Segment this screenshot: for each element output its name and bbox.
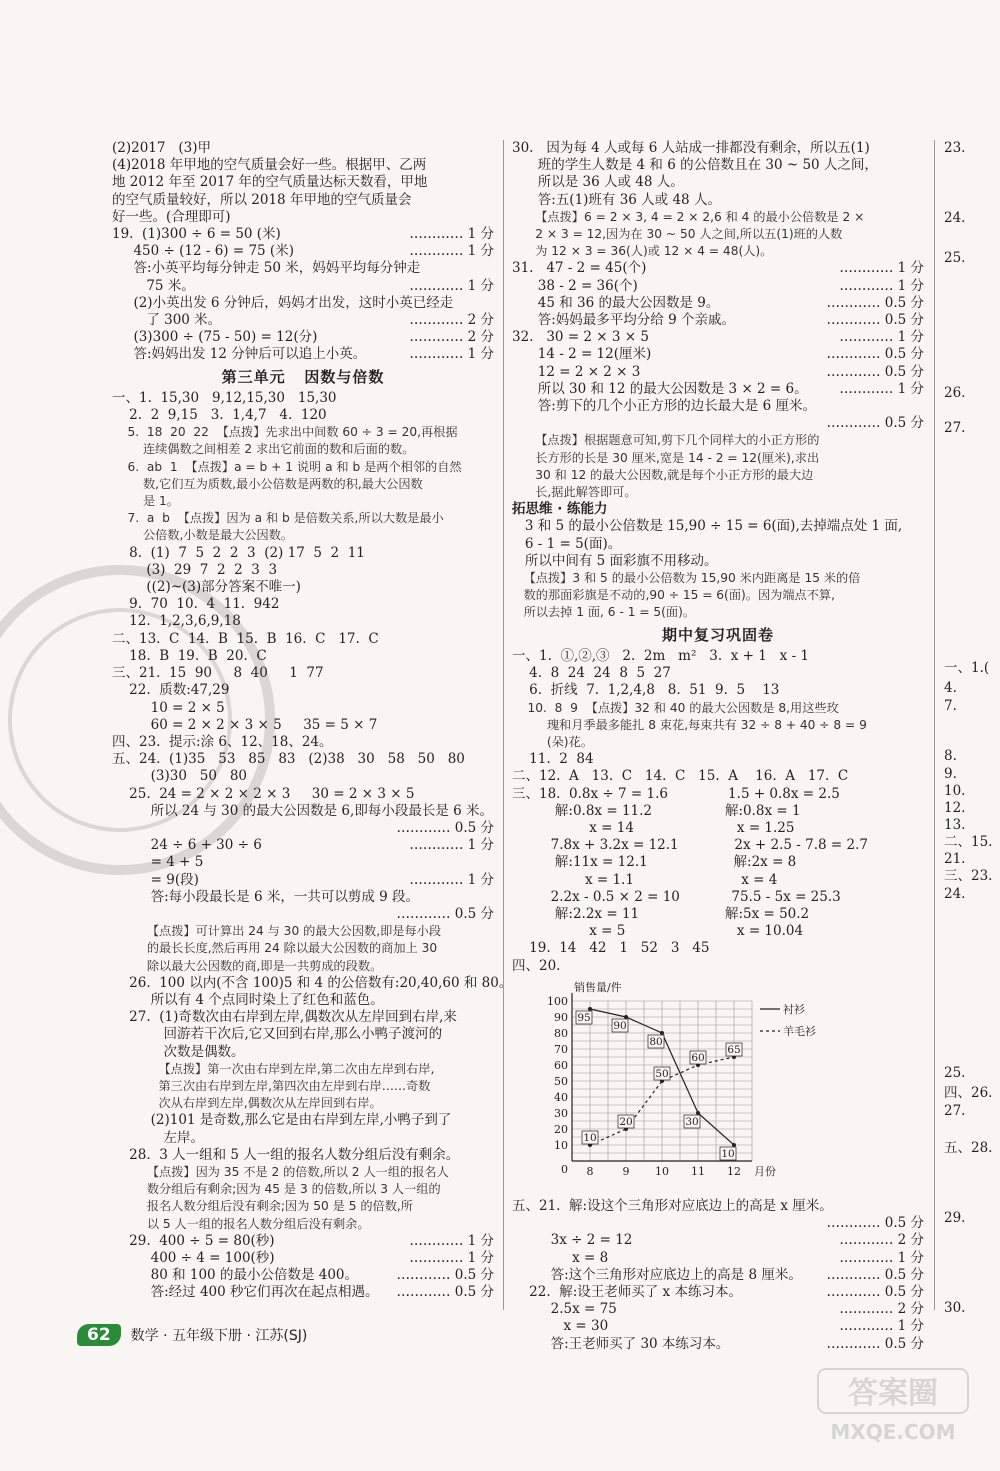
data-point <box>696 1111 700 1115</box>
answer-line: 答:小英平均每分钟走 50 米，妈妈平均每分钟走 <box>112 260 421 277</box>
answer-line: 9. 70 10. 4 11. 942 <box>112 596 280 613</box>
answer-line: 数分组后有剩余;因为 45 是 3 的倍数,所以 3 人一组的 <box>112 1182 441 1197</box>
data-label: 60 <box>691 1051 705 1064</box>
answer-line: 地 2012 年至 2017 年的空气质量达标天数看，甲地 <box>112 174 428 191</box>
score-label: ………… 0.5 分 <box>823 1284 924 1301</box>
answer-line: 3 和 5 的最小公倍数是 15,90 ÷ 15 = 6(面),去掉端点处 1 面, <box>512 518 903 535</box>
column-divider <box>503 140 504 1310</box>
answer-line: 27. (1)奇数次由右岸到左岸,偶数次从左岸回到右岸,来 <box>112 1009 457 1026</box>
answer-line: 【点拨】因为 35 不是 2 的倍数,所以 2 人一组的报名人 <box>112 1164 449 1179</box>
answer-line: 5. 18 20 22 【点拨】先求出中间数 60 ÷ 3 = 20,再根据 <box>112 425 458 440</box>
cropped-question-number: 8. <box>944 748 957 764</box>
score-label: ………… 1 分 <box>406 346 494 363</box>
answer-line: (2)101 是奇数,那么它是由右岸到左岸,小鸭子到了 <box>112 1112 452 1129</box>
answer-line: 30 和 12 的最大公因数,就是每个小正方形的最大边 <box>512 467 814 482</box>
cropped-question-number: 24. <box>944 886 966 902</box>
answer-line: 38 - 2 = 36(个) ………… 1 分 <box>512 277 924 294</box>
legend-label: 羊毛衫 <box>783 1024 816 1038</box>
answer-line <box>112 906 494 923</box>
answer-line: 一、1. ①,②,③ 2. 2m m² 3. x + 1 x - 1 <box>512 647 810 664</box>
score-label: ………… 1 分 <box>836 260 924 277</box>
answer-line: 长方形的长是 30 厘米,宽是 14 - 2 = 12(厘米),求出 <box>512 450 820 465</box>
data-label: 30 <box>685 1115 699 1128</box>
answer-line: 数的那面彩旗是不动的,90 ÷ 15 = 6(面)。因为端点不算, <box>512 588 835 603</box>
section-heading: 第三单元 因数与倍数 <box>221 367 385 386</box>
data-label: 10 <box>583 1131 597 1144</box>
y-tick-label: 100 <box>547 994 568 1008</box>
answer-line: (3)30 50 80 <box>112 768 248 785</box>
cropped-question-number: 4. <box>944 680 957 696</box>
answer-line: 次数是偶数。 <box>112 1043 245 1060</box>
y-tick-label: 70 <box>554 1042 568 1056</box>
y-tick-label: 50 <box>554 1074 568 1088</box>
answer-line: 答:王老师买了 30 本练习本。 ………… 0.5 分 <box>512 1335 924 1352</box>
cropped-question-number: 24. <box>944 210 966 226</box>
svg-text:答案圈: 答案圈 <box>848 1376 938 1411</box>
answer-line: 19. 14 42 1 52 3 45 <box>512 940 710 957</box>
score-label: ………… 1 分 <box>406 872 494 889</box>
answer-line: = 9(段) ………… 1 分 <box>112 871 494 888</box>
score-label: ………… 2 分 <box>406 312 494 329</box>
answer-line: 三、18. 0.8x ÷ 7 = 1.6 1.5 + 0.8x = 2.5 <box>512 785 840 802</box>
answer-line: 五、21. 解:设这个三角形对应底边上的高是 x 厘米。 <box>512 1197 833 1214</box>
score-label: ………… 0.5 分 <box>823 364 924 381</box>
answer-line: 所以去掉 1 面, 6 - 1 = 5(面)。 <box>512 605 696 620</box>
answer-line: 14 - 2 = 12(厘米) ………… 0.5 分 <box>512 346 924 363</box>
answer-line: 左岸。 <box>112 1129 204 1146</box>
answer-line: 所以 30 和 12 的最大公因数是 3 × 2 = 6。 ………… 1 分 <box>512 380 924 397</box>
answer-line: 班的学生人数是 4 和 6 的公倍数且在 30 ~ 50 人之间， <box>512 157 878 174</box>
answer-line: (4)2018 年甲地的空气质量会好一些。根据甲、乙两 <box>112 157 427 174</box>
answer-line: 所以 24 与 30 的最大公因数是 6,即每小段最长是 6 米。 <box>112 802 493 819</box>
answers-21-22 <box>512 1198 924 1353</box>
answer-line: 11. 2 84 <box>512 751 594 768</box>
answer-line: 四、20. <box>512 957 561 974</box>
answer-line: 瑰和月季最多能扎 8 束花,每束共有 32 ÷ 8 + 40 ÷ 8 = 9 <box>512 717 867 732</box>
answer-line: 12. 1,2,3,6,9,18 <box>112 613 241 630</box>
score-label: ………… 1 分 <box>836 1318 924 1335</box>
answer-line: 好一些。(合理即可) <box>112 208 231 225</box>
cropped-question-number: 13. <box>944 817 966 833</box>
watermark-logo <box>798 1361 988 1451</box>
answer-line: x = 5 x = 10.04 <box>512 923 804 940</box>
y-tick-label: 20 <box>554 1122 568 1136</box>
y-tick-label: 40 <box>554 1090 568 1104</box>
score-label: ………… 2 分 <box>836 1301 924 1318</box>
answer-line: 2.2x - 0.5 × 2 = 10 75.5 - 5x = 25.3 <box>512 888 841 905</box>
x-tick-label: 12 <box>727 1164 741 1178</box>
cropped-question-number: 27. <box>944 420 966 436</box>
answer-line: 的最长长度,然后再用 24 除以最大公因数的商加上 30 <box>112 941 438 956</box>
answer-line: 29. 400 ÷ 5 = 80(秒) ………… 1 分 <box>112 1232 494 1249</box>
cropped-question-number: 27. <box>944 1103 966 1119</box>
answer-line: 2.5x = 75 ………… 2 分 <box>512 1301 924 1318</box>
answer-line: 第三次由右岸到左岸,第四次由左岸到右岸……奇数 <box>112 1078 431 1093</box>
score-label: ………… 0.5 分 <box>393 1284 494 1301</box>
score-label: ………… 1 分 <box>836 1250 924 1267</box>
y-tick-label: 60 <box>554 1058 568 1072</box>
answer-line: 450 ÷ (12 - 6) = 75 (米) ………… 1 分 <box>112 243 494 260</box>
cropped-question-number: 23. <box>944 140 966 156</box>
score-label: ………… 1 分 <box>406 243 494 260</box>
answer-line: 60 = 2 × 2 × 3 × 5 35 = 5 × 7 <box>112 716 378 733</box>
chart-svg <box>512 977 816 1187</box>
answer-line: 18. B 19. B 20. C <box>112 647 267 664</box>
answer-line: 答:妈妈最多平均分给 9 个亲戚。 ………… 0.5 分 <box>512 312 924 329</box>
answer-line: 【点拨】根据题意可知,剪下几个同样大的小正方形的 <box>512 433 820 448</box>
answer-line: 【点拨】3 和 5 的最小公倍数为 15,90 米内距离是 15 米的倍 <box>512 571 861 586</box>
answer-line: ((2)~(3)部分答案不唯一) <box>112 579 301 596</box>
answer-column-right-cropped <box>944 140 1000 1320</box>
answer-line: 【点拨】可计算出 24 与 30 的最大公因数,即是每小段 <box>112 924 442 939</box>
score-label: ………… 0.5 分 <box>823 295 924 312</box>
answer-line: 报名人数分组后没有剩余;因为 50 是 5 的倍数,所 <box>112 1199 413 1214</box>
data-label: 90 <box>613 1019 627 1032</box>
answer-line: 【点拨】6 = 2 × 3, 4 = 2 × 2,6 和 4 的最小公倍数是 2 × <box>512 209 865 224</box>
y-axis-title: 销售量/件 <box>574 980 622 994</box>
cropped-question-number: 12. <box>944 800 966 816</box>
data-label: 65 <box>727 1043 741 1056</box>
answer-line: 解:0.8x = 11.2 解:0.8x = 1 <box>512 802 801 819</box>
answer-line: x = 14 x = 1.25 <box>512 819 795 836</box>
answer-line: 一、1. 15,30 9,12,15,30 15,30 <box>112 389 337 406</box>
answer-line <box>512 415 924 432</box>
answer-line: = 4 + 5 <box>112 854 204 871</box>
answer-line: (朵)花。 <box>512 734 593 749</box>
x-tick-label: 11 <box>691 1164 705 1178</box>
answer-line: 答:经过 400 秒它们再次在起点相遇。 ………… 0.5 分 <box>112 1284 494 1301</box>
cropped-question-number: 30. <box>944 1300 966 1316</box>
answer-line: (2)2017 (3)甲 <box>112 140 211 156</box>
answer-line: 了 300 米。 ………… 2 分 <box>112 312 494 329</box>
answer-line: 三、21. 15 90 8 40 1 77 <box>112 665 324 682</box>
column-divider-right <box>934 140 935 1310</box>
score-label: ………… 0.5 分 <box>823 346 924 363</box>
answer-line: 3x ÷ 2 = 12 ………… 2 分 <box>512 1232 924 1249</box>
cropped-question-number: 五、28. <box>944 1140 993 1156</box>
answer-line: 除以最大公因数的商,即是一共剪成的段数。 <box>112 958 383 973</box>
data-label: 10 <box>721 1147 735 1160</box>
cropped-question-number: 29. <box>944 1210 966 1226</box>
cropped-question-number: 三、23. <box>944 868 993 884</box>
cropped-question-number: 25. <box>944 1065 966 1081</box>
score-label: ………… 0.5 分 <box>393 906 494 923</box>
score-label: ………… 0.5 分 <box>823 415 924 432</box>
book-title: 数学 · 五年级下册 · 江苏(SJ) <box>130 1328 308 1344</box>
y-tick-label: 30 <box>554 1106 568 1120</box>
answer-line: 28. 3 人一组和 5 人一组的报名人数分组后没有剩余。 <box>112 1146 460 1163</box>
answer-line: 解:11x = 12.1 解:2x = 8 <box>512 854 797 871</box>
answer-line: 6 - 1 = 5(面)。 <box>512 535 622 552</box>
legend-label: 衬衫 <box>783 1002 805 1016</box>
data-point <box>660 1031 664 1035</box>
answer-line: 二、13. C 14. B 15. B 16. C 17. C <box>112 630 379 647</box>
x-tick-label: 8 <box>586 1164 594 1178</box>
score-label: ………… 0.5 分 <box>393 820 494 837</box>
sales-line-chart <box>512 977 924 1192</box>
data-point <box>624 1015 628 1019</box>
answer-line: 8. (1) 7 5 2 2 3 (2) 17 5 2 11 <box>112 544 365 561</box>
score-label: ………… 1 分 <box>406 1250 494 1267</box>
answer-line: 解:2.2x = 11 解:5x = 50.2 <box>512 905 810 922</box>
page-number-badge: 62 <box>77 1324 121 1346</box>
answer-line: 32. 30 = 2 × 3 × 5 ………… 1 分 <box>512 329 924 346</box>
answer-line: 拓思维 · 练能力 <box>512 501 608 518</box>
answer-line <box>112 820 494 837</box>
score-label: ………… 1 分 <box>836 278 924 295</box>
data-point <box>588 1007 592 1011</box>
cropped-question-number: 二、15. <box>944 834 993 850</box>
answer-line: 4. 8 24 24 8 5 27 <box>512 665 671 682</box>
score-label: ………… 1 分 <box>406 278 494 295</box>
data-label: 50 <box>655 1067 669 1080</box>
x-tick-label: 9 <box>622 1164 630 1178</box>
answer-line: 为 12 × 3 = 36(人)或 12 × 4 = 48(人)。 <box>512 244 773 259</box>
data-label: 20 <box>619 1115 633 1128</box>
answer-line: 75 米。 ………… 1 分 <box>112 277 494 294</box>
section-heading: 期中复习巩固卷 <box>661 625 774 644</box>
score-label: ………… 1 分 <box>836 381 924 398</box>
cropped-question-number: 一、1.( <box>944 660 990 676</box>
answer-line: 所以是 36 人或 48 人。 <box>512 174 684 191</box>
answer-line: 答:五(1)班有 36 人或 48 人。 <box>512 191 721 208</box>
answer-line: 答:剪下的几个小正方形的边长最大是 6 厘米。 <box>512 398 816 415</box>
answer-line: 次从右岸到左岸,偶数次从左岸回到右岸。 <box>112 1096 382 1111</box>
score-label: ………… 1 分 <box>406 226 494 243</box>
cropped-question-number: 25. <box>944 250 966 266</box>
answer-line: 以 5 人一组的报名人数分组后没有剩余。 <box>112 1216 370 1231</box>
answer-line: (3) 29 7 2 2 3 3 <box>112 561 278 578</box>
answer-line: 五、24. (1)35 53 85 83 (2)38 30 58 50 80 <box>112 751 465 768</box>
answer-line <box>512 1215 924 1232</box>
answer-line: 回游若干次后,它又回到右岸,那么小鸭子渡河的 <box>112 1026 443 1043</box>
x-axis-title: 月份 <box>754 1164 776 1178</box>
score-label: ………… 0.5 分 <box>823 1267 924 1284</box>
answer-line: 6. ab 1 【点拨】a = b + 1 说明 a 和 b 是两个相邻的自然 <box>112 459 462 474</box>
answer-line: 30. 因为每 4 人或每 6 人站成一排都没有剩余，所以五(1) <box>512 140 870 156</box>
answer-line: x = 1.1 x = 4 <box>512 871 778 888</box>
answer-line: 10. 8 9 【点拨】32 和 40 的最大公因数是 8,用这些玫 <box>512 700 839 715</box>
answer-line: 22. 解:设王老师买了 x 本练习本。 ………… 0.5 分 <box>512 1283 924 1300</box>
cropped-question-number: 四、26. <box>944 1085 993 1101</box>
answer-line: (2)小英出发 6 分钟后，妈妈才出发，这时小英已经走 <box>112 294 454 311</box>
answer-line: 24 ÷ 6 + 30 ÷ 6 ………… 1 分 <box>112 837 494 854</box>
answer-line: 公倍数,小数是最大公因数。 <box>112 528 294 543</box>
score-label: ………… 1 分 <box>836 329 924 346</box>
score-label: ………… 2 分 <box>836 1232 924 1249</box>
answer-line: 四、23. 提示:涂 6、12、18、24。 <box>112 733 333 750</box>
answer-line: 数,它们互为质数,最小公倍数是两数的积,最大公因数 <box>112 476 423 491</box>
data-point <box>732 1143 736 1147</box>
answer-line: 22. 质数:47,29 <box>112 682 230 699</box>
answer-line: 的空气质量较好，所以 2018 年甲地的空气质量会 <box>112 191 412 208</box>
answer-line: 答:妈妈出发 12 分钟后可以追上小英。 ………… 1 分 <box>112 346 494 363</box>
answer-line: 7. a b 【点拨】因为 a 和 b 是倍数关系,所以大数是最小 <box>112 511 444 526</box>
data-label: 95 <box>577 1011 591 1024</box>
y-tick-label: 80 <box>554 1026 568 1040</box>
answer-line: (3)300 ÷ (75 - 50) = 12(分) ………… 2 分 <box>112 329 494 346</box>
answer-line: 所以有 4 个点同时染上了红色和蓝色。 <box>112 991 384 1008</box>
data-label: 80 <box>649 1035 663 1048</box>
answer-column-left <box>112 140 513 1302</box>
page-footer <box>77 1324 307 1346</box>
answer-line: 31. 47 - 2 = 45(个) ………… 1 分 <box>512 260 924 277</box>
answer-line: x = 8 ………… 1 分 <box>512 1249 924 1266</box>
x-tick-label: 10 <box>655 1164 669 1178</box>
answer-line: 2. 2 9,15 3. 1,4,7 4. 120 <box>112 407 327 424</box>
cropped-question-number: 7. <box>944 698 957 714</box>
score-label: ………… 2 分 <box>406 329 494 346</box>
answer-line: 400 ÷ 4 = 100(秒) ………… 1 分 <box>112 1250 494 1266</box>
svg-text:MXQE.COM: MXQE.COM <box>830 1420 956 1444</box>
cropped-question-number: 9. <box>944 766 957 782</box>
score-label: ………… 0.5 分 <box>393 1267 494 1284</box>
answer-line: 12 = 2 × 2 × 3 ………… 0.5 分 <box>512 363 924 380</box>
cropped-question-number: 26. <box>944 385 966 401</box>
answer-column-middle <box>512 140 924 1353</box>
answer-line: 是 1。 <box>112 494 179 509</box>
score-label: ………… 0.5 分 <box>823 1336 924 1353</box>
score-label: ………… 1 分 <box>406 837 494 854</box>
cropped-question-number: 10. <box>944 783 966 799</box>
answer-line: 【点拨】第一次由右岸到左岸,第二次由左岸到右岸, <box>112 1061 435 1076</box>
score-label: ………… 0.5 分 <box>823 1215 924 1232</box>
cropped-question-number: 21. <box>944 851 966 867</box>
answer-line: 80 和 100 的最小公倍数是 400。 ………… 0.5 分 <box>112 1267 494 1284</box>
origin-label: 0 <box>561 1162 568 1176</box>
answer-line: 25. 24 = 2 × 2 × 2 × 3 30 = 2 × 3 × 5 <box>112 785 415 802</box>
score-label: ………… 1 分 <box>406 1233 494 1250</box>
score-label: ………… 0.5 分 <box>823 312 924 329</box>
answers-30-to-20 <box>512 140 924 975</box>
answer-line: 6. 折线 7. 1,2,4,8 8. 51 9. 5 13 <box>512 682 780 699</box>
answer-line: 45 和 36 的最大公因数是 9。 ………… 0.5 分 <box>512 294 924 311</box>
answer-line: 19. (1)300 ÷ 6 = 50 (米) ………… 1 分 <box>112 226 494 243</box>
answer-line: 10 = 2 × 5 <box>112 699 225 716</box>
answer-line: 连续偶数之间相差 2 求出它前面的数和后面的数。 <box>112 442 415 457</box>
answer-line: 7.8x + 3.2x = 12.1 2x + 2.5 - 7.8 = 2.7 <box>512 837 868 854</box>
answer-line: 长,据此解答即可。 <box>512 485 637 500</box>
answer-line: 二、12. A 13. C 14. C 15. A 16. A 17. C <box>512 768 849 785</box>
y-tick-label: 90 <box>554 1010 568 1024</box>
answer-line: 所以中间有 5 面彩旗不用移动。 <box>512 552 718 569</box>
answer-line: x = 30 ………… 1 分 <box>512 1318 924 1335</box>
answer-line: 2 × 3 = 12,因为在 30 ~ 50 人之间,所以五(1)班的人数 <box>512 227 843 242</box>
answer-line: 答:这个三角形对应底边上的高是 8 厘米。 ………… 0.5 分 <box>512 1266 924 1283</box>
answer-line: 答:每小段最长是 6 米，一共可以剪成 9 段。 <box>112 888 420 905</box>
answer-line: 26. 100 以内(不含 100)5 和 4 的公倍数有:20,40,60 和 80。 <box>112 974 513 991</box>
y-tick-label: 10 <box>554 1138 568 1152</box>
